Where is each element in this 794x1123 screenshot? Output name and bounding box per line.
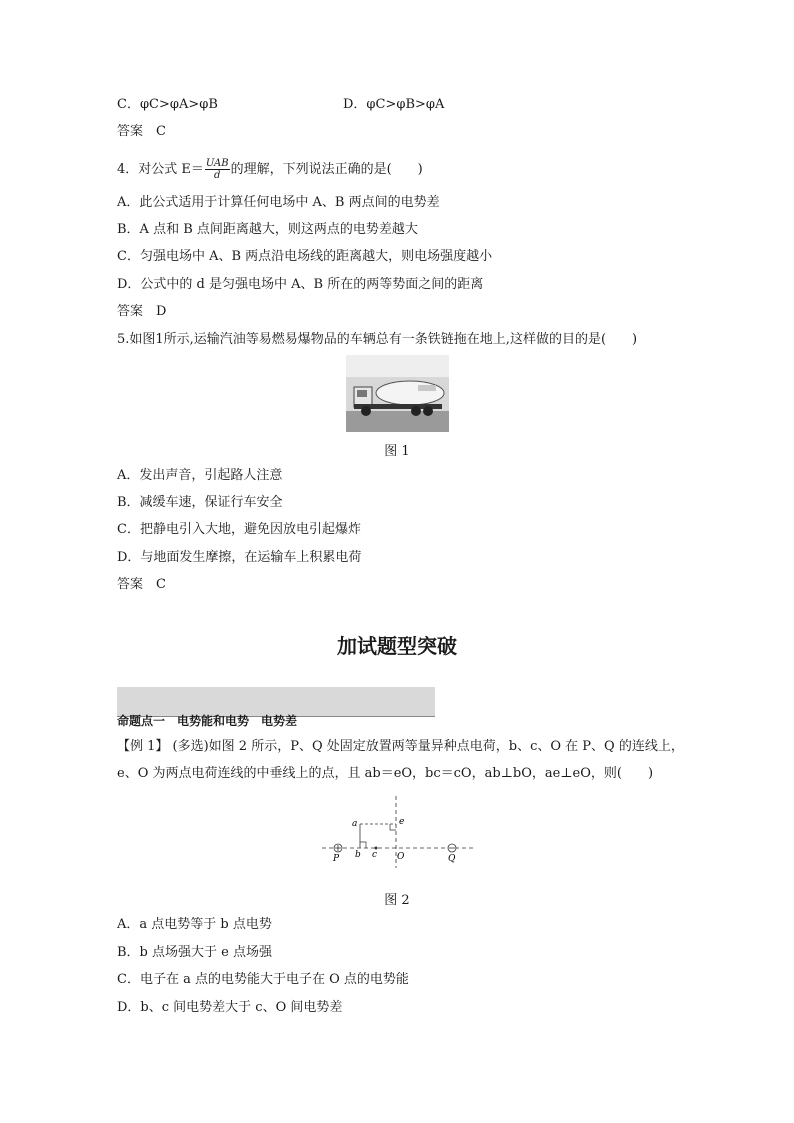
fig-label-q: Q (448, 854, 456, 864)
q4-answer: 答案 D (117, 304, 167, 319)
q5-answer: 答案 C (117, 577, 166, 592)
topic-title: 命题点一 电势能和电势 电势差 (117, 714, 298, 728)
q4-stem (117, 158, 423, 181)
q4-option-b: B．A 点和 B 点间距离越大，则这两点的电势差越大 (117, 222, 418, 237)
q5-option-b: B．减缓车速，保证行车安全 (117, 495, 283, 510)
fig-label-e: e (399, 817, 405, 827)
q4-formula-fraction (205, 158, 230, 181)
q4-formula-denominator: d (214, 170, 221, 181)
q4-option-a: A．此公式适用于计算任何电场中 A、B 两点间的电势差 (117, 195, 440, 210)
example1-figure-caption: 图 2 (384, 893, 410, 908)
fig-label-c: c (372, 850, 378, 860)
example1-option-a: A．a 点电势等于 b 点电势 (117, 917, 272, 932)
q4-stem-prefix: 4．对公式 E＝ (117, 162, 204, 177)
q4-formula-numerator: UAB (205, 158, 229, 169)
q5-figure-caption: 图 1 (384, 444, 410, 459)
q5-stem: 5.如图1所示,运输汽油等易燃易爆物品的车辆总有一条铁链拖在地上,这样做的目的是( ) (117, 332, 638, 347)
q3-option-c: C．φC>φA>φB (117, 97, 218, 112)
charge-diagram (318, 790, 478, 870)
q5-option-d: D．与地面发生摩擦，在运输车上积累电荷 (117, 550, 362, 565)
section-heading: 加试题型突破 (337, 634, 457, 658)
q4-stem-suffix: 的理解，下列说法正确的是( ) (230, 162, 423, 177)
q4-option-d: D．公式中的 d 是匀强电场中 A、B 所在的两等势面之间的距离 (117, 277, 484, 292)
example1-option-d: D．b、c 间电势差大于 c、O 间电势差 (117, 1000, 343, 1015)
fig-label-p: P (333, 854, 340, 864)
q5-option-a: A．发出声音，引起路人注意 (117, 468, 283, 483)
q3-answer: 答案 C (117, 124, 166, 139)
example1-line1: 【例 1】 (多选)如图 2 所示，P、Q 处固定放置两等量异种点电荷，b、c、O 在 P、Q 的连线上， (117, 739, 684, 754)
example1-option-c: C．电子在 a 点的电势能大于电子在 O 点的电势能 (117, 972, 409, 987)
example1-line2: e、O 为两点电荷连线的中垂线上的点，且 ab＝eO，bc＝cO，ab⊥bO，ae⊥eO，则( ) (117, 766, 654, 781)
q3-option-d: D．φC>φB>φA (343, 97, 445, 112)
tanker-truck-photo (346, 355, 449, 432)
fig-label-o: O (397, 852, 405, 862)
fig-label-a: a (352, 819, 358, 829)
q5-option-c: C．把静电引入大地，避免因放电引起爆炸 (117, 522, 361, 537)
q4-option-c: C．匀强电场中 A、B 两点沿电场线的距离越大，则电场强度越小 (117, 249, 493, 264)
example1-option-b: B．b 点场强大于 e 点场强 (117, 945, 272, 960)
fig-label-b: b (355, 850, 361, 860)
